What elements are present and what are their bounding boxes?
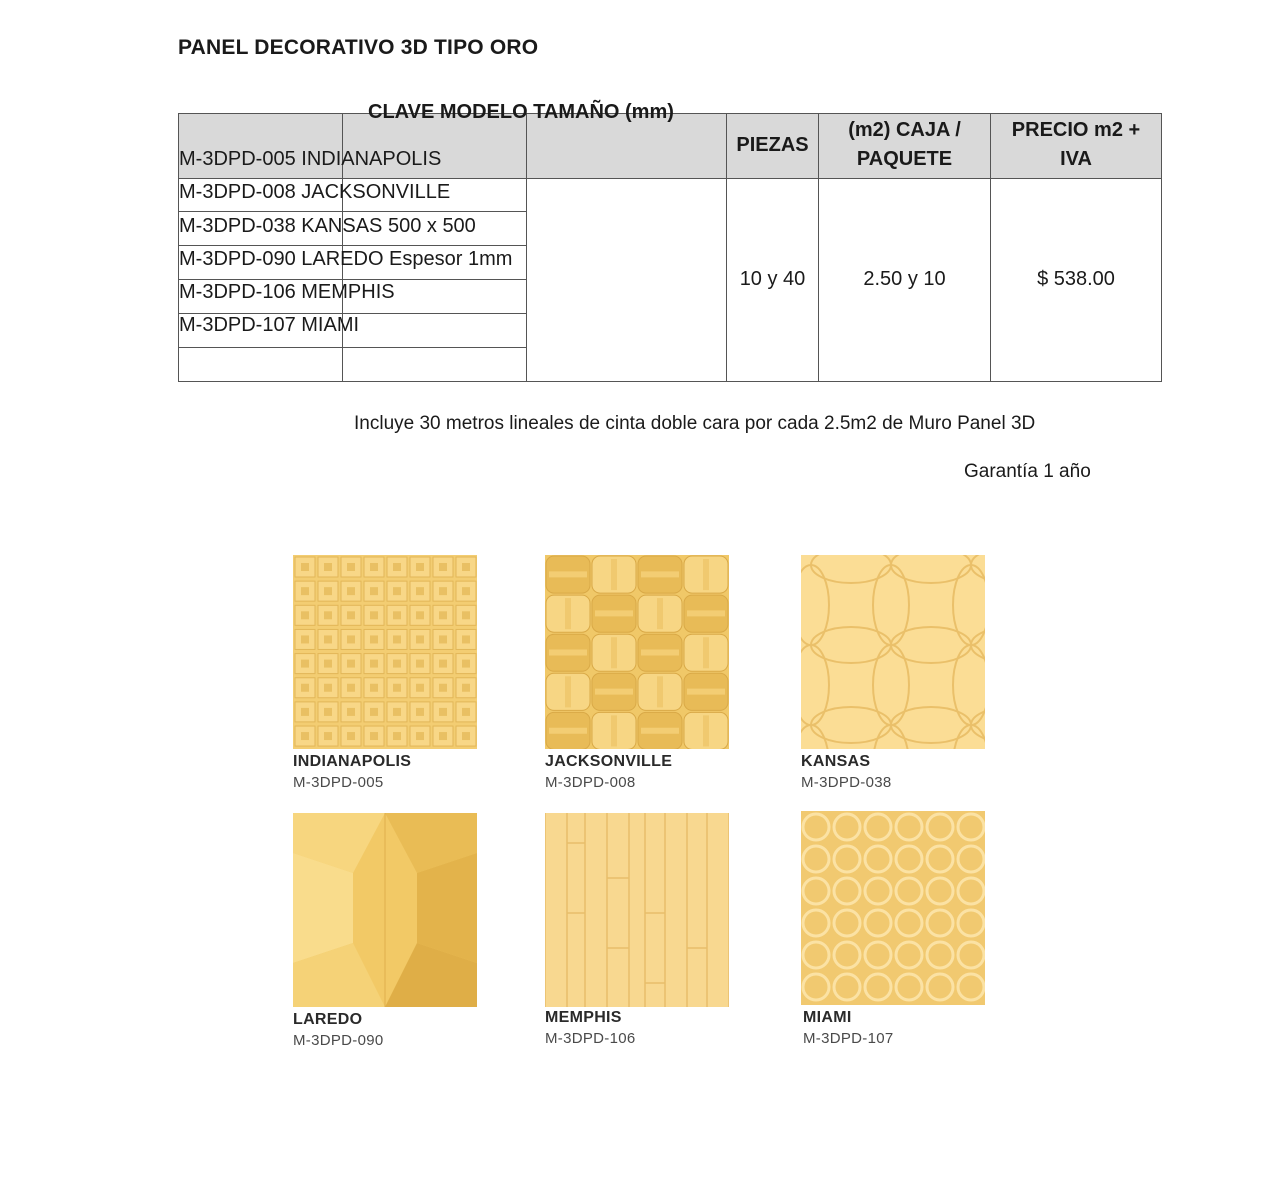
header-piezas: PIEZAS [736,134,809,156]
piezas-value: 10 y 40 [739,268,806,290]
table-row-model: M-3DPD-038 KANSAS 500 x 500 [179,215,476,237]
petal-pattern-icon [801,555,985,749]
swatch-jacksonville [545,555,729,749]
warranty-note: Garantía 1 año [964,461,1091,482]
table-row-model: M-3DPD-005 INDIANAPOLIS [179,148,442,170]
swatch-laredo [293,813,477,1007]
table-row-model: M-3DPD-090 LAREDO Espesor 1mm [179,248,513,270]
swatch-code: M-3DPD-038 [801,774,892,791]
header-caja-line2: PAQUETE [856,148,953,170]
header-clave-modelo-tamano: CLAVE MODELO TAMAÑO (mm) [368,101,674,123]
swatch-miami [801,811,985,1005]
col-sep-2 [526,113,527,382]
table-border-right [1161,113,1162,382]
row-sep-header [178,178,1162,179]
faceted-pattern-icon [293,813,477,1007]
swatch-code: M-3DPD-107 [803,1030,894,1047]
table-border-bottom [178,381,1162,382]
swatch-name: MIAMI [803,1009,852,1026]
header-precio [991,116,1161,174]
includes-note: Incluye 30 metros lineales de cinta doble cara por cada 2.5m2 de Muro Panel 3D [354,413,1036,434]
row-sep-2 [178,245,526,246]
swatch-code: M-3DPD-106 [545,1030,636,1047]
swatch-code: M-3DPD-005 [293,774,384,791]
row-sep-3 [178,279,526,280]
swatch-indianapolis [293,555,477,749]
row-sep-1 [178,211,526,212]
price-table [178,101,1162,382]
swatch-code: M-3DPD-090 [293,1032,384,1049]
swatch-name: INDIANAPOLIS [293,753,412,770]
caja-value: 2.50 y 10 [863,268,946,290]
swatch-name: LAREDO [293,1011,363,1028]
swatch-name: JACKSONVILLE [545,753,673,770]
header-caja [819,116,990,174]
header-caja-line1: (m2) CAJA / [848,119,961,141]
woven-pattern-icon [545,555,729,749]
precio-value: $ 538.00 [1037,268,1115,290]
plank-pattern-icon [545,813,729,1007]
circle-pattern-icon [801,811,985,1005]
swatch-memphis [545,813,729,1007]
swatch-kansas [801,555,985,749]
table-row-model: M-3DPD-106 MEMPHIS [179,281,395,303]
row-sep-5 [178,347,526,348]
swatch-code: M-3DPD-008 [545,774,636,791]
grid-pattern-icon [293,555,477,749]
header-precio-line1: PRECIO m2 + [1011,119,1141,141]
page-title: PANEL DECORATIVO 3D TIPO ORO [178,36,539,59]
table-row-model: M-3DPD-107 MIAMI [179,314,360,336]
table-row-model: M-3DPD-008 JACKSONVILLE [179,181,451,203]
swatch-name: KANSAS [801,753,871,770]
header-precio-line2: IVA [1060,148,1092,170]
swatch-name: MEMPHIS [545,1009,622,1026]
